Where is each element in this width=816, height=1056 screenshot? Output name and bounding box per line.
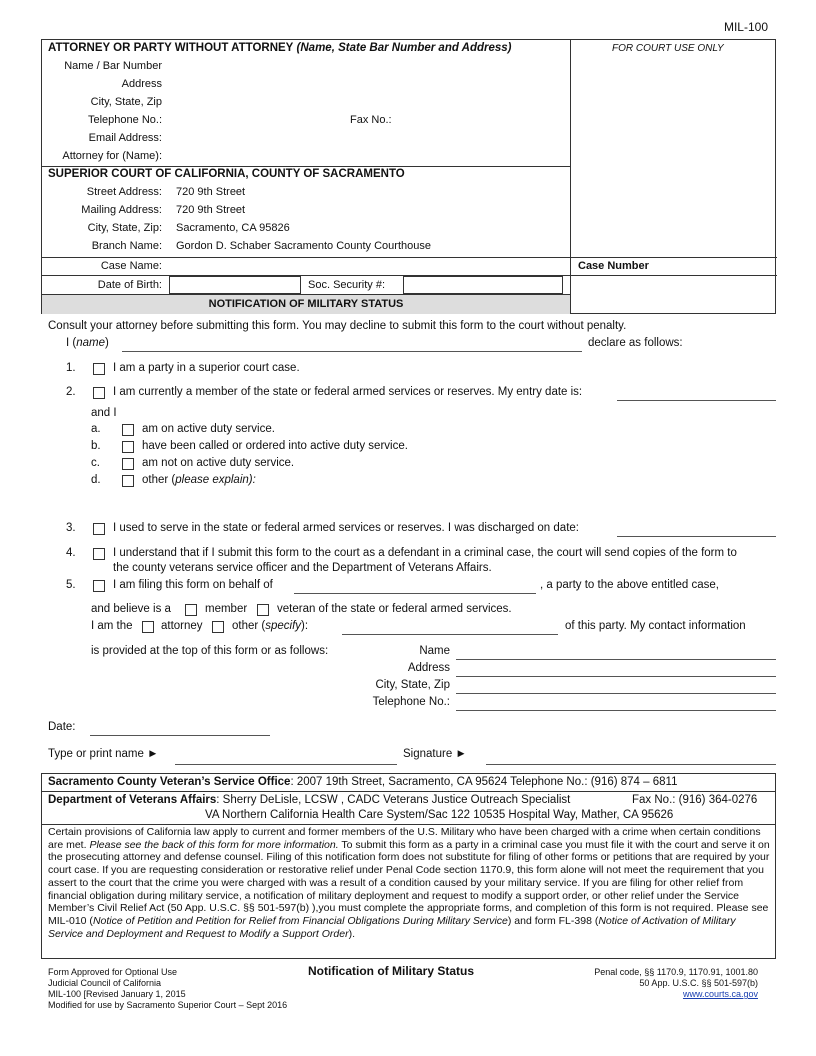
legal-notice: Certain provisions of California law apply to current and former members of the U.S. Military who have been charged with a crime when certain conditions are met. Please see the back of this form for more information. To submit this form as a party in a criminal case you must file it with the court and serve it on the prosecuting attorney and defense counsel. Filing of this notification form does not substitute for filing of other forms or petitions that are required by your court case. If you are requesting consideration or restorative relief under Penal Code section 1170.9, this form alone will not meet the requirement that you assert to the court that the crime you were charged with was a result of a condition caused by your military service. If you are filing for other relief from financial obligation during military service, a notification of military deployment and request to modify a support order, or other relief under the Service Member’s Civil Relief Act (50 App. U.S.C. §§ 501-597(b) ),you must complete the appropriate forms, and completion of this form is not required. Please see MIL-010 (Notice of Petition and Petition for Relief from Financial Obligations During Military Service) and form FL-398 (Notice of Activation of Military Service and Deployment and Request to Modify a Support Order).	[48, 826, 770, 940]
form-id: MIL-100	[723, 20, 768, 34]
item5-checkbox[interactable]	[93, 580, 105, 592]
entry-date-field[interactable]	[617, 400, 776, 401]
veteran-checkbox[interactable]	[257, 604, 269, 616]
court-city-value: Sacramento, CA 95826	[176, 222, 290, 234]
signature-field[interactable]	[486, 764, 776, 765]
dva-line: Department of Veterans Affairs: Sherry DeLisle, LCSW , CADC Veterans Justice Outreach Specialist	[48, 794, 571, 806]
court-city-label: City, State, Zip:	[87, 222, 162, 234]
form-title: NOTIFICATION OF MILITARY STATUS	[42, 294, 570, 314]
item1-checkbox[interactable]	[93, 363, 105, 375]
attorney-section-title: ATTORNEY OR PARTY WITHOUT ATTORNEY (Name, State Bar Number and Address)	[48, 42, 512, 54]
attorney-checkbox[interactable]	[142, 621, 154, 633]
ssn-label: Soc. Security #:	[308, 279, 386, 291]
footer-right: Penal code, §§ 1170.9, 1170.91, 1001.80 50 App. U.S.C. §§ 501-597(b) www.courts.ca.gov	[594, 967, 758, 999]
item4-text-1: I understand that if I submit this form to the court as a defendant in a criminal case, the court will send copies of the form to	[113, 547, 737, 559]
contact-city-field[interactable]	[456, 693, 776, 694]
item1-text: I am a party in a superior court case.	[113, 362, 300, 374]
contact-address-field[interactable]	[456, 676, 776, 677]
item2-text: I am currently a member of the state or federal armed services or reserves. My entry date is:	[113, 386, 583, 398]
declarant-line: I (name)	[66, 337, 109, 349]
date-field[interactable]	[90, 735, 270, 736]
item2d-checkbox[interactable]	[122, 475, 134, 487]
item2c-text: am not on active duty service.	[142, 457, 295, 469]
other-checkbox[interactable]	[212, 621, 224, 633]
item2b-checkbox[interactable]	[122, 441, 134, 453]
address-label: Address	[121, 78, 162, 90]
court-mailing-value: 720 9th Street	[176, 204, 246, 216]
ssn-field[interactable]	[403, 276, 563, 294]
type-name-label: Type or print name ►	[48, 748, 159, 760]
item2a-checkbox[interactable]	[122, 424, 134, 436]
court-title: SUPERIOR COURT OF CALIFORNIA, COUNTY OF SACRAMENTO	[48, 168, 405, 180]
case-name-label: Case Name:	[100, 260, 162, 272]
dva-fax: Fax No.: (916) 364-0276	[632, 794, 758, 806]
item2b-text: have been called or ordered into active duty service.	[142, 440, 408, 452]
vso-line: Sacramento County Veteran’s Service Office: 2007 19th Street, Sacramento, CA 95624 Telephone No.: (916) 874 – 6811	[48, 776, 678, 788]
court-street-value: 720 9th Street	[176, 186, 246, 198]
behalf-of-field[interactable]	[294, 593, 536, 594]
telephone-label: Telephone No.:	[88, 114, 162, 126]
signature-label: Signature ►	[403, 748, 467, 760]
email-label: Email Address:	[88, 132, 162, 144]
discharge-date-field[interactable]	[617, 536, 776, 537]
item3-text: I used to serve in the state or federal armed services or reserves. I was discharged on date:	[113, 522, 579, 534]
item4-checkbox[interactable]	[93, 548, 105, 560]
court-branch-label: Branch Name:	[91, 240, 162, 252]
declare-label: declare as follows:	[588, 337, 683, 349]
member-checkbox[interactable]	[185, 604, 197, 616]
caption-box	[41, 39, 776, 314]
fax-label: Fax No.:	[350, 114, 392, 126]
type-name-field[interactable]	[175, 764, 397, 765]
dva-address: VA Northern California Health Care System/Sac 122 10535 Hospital Way, Mather, CA 95626	[205, 809, 674, 821]
footer-title: Notification of Military Status	[308, 964, 475, 978]
item2-checkbox[interactable]	[93, 387, 105, 399]
court-street-label: Street Address:	[86, 186, 162, 198]
contact-telephone-field[interactable]	[456, 710, 776, 711]
item2d-text: other (please explain):	[142, 474, 256, 486]
item3-checkbox[interactable]	[93, 523, 105, 535]
date-label: Date:	[48, 721, 76, 733]
declarant-name-field[interactable]	[122, 351, 582, 352]
item5-text: I am filing this form on behalf of	[113, 579, 273, 591]
city-label: City, State, Zip	[90, 96, 162, 108]
contact-name-field[interactable]	[456, 659, 776, 660]
consult-notice: Consult your attorney before submitting this form. You may decline to submit this form to the court without penalty.	[48, 320, 627, 332]
item2c-checkbox[interactable]	[122, 458, 134, 470]
dob-field[interactable]	[169, 276, 301, 294]
footer-left: Form Approved for Optional Use Judicial Council of California MIL-100 [Revised January 1, 2015 Modified for use by Sacramento Superior Court – Sept 2016	[48, 967, 288, 1010]
attorney-for-label: Attorney for (Name):	[62, 150, 162, 162]
dob-label: Date of Birth:	[97, 279, 162, 291]
name-bar-label: Name / Bar Number	[64, 60, 162, 72]
other-specify-field[interactable]	[342, 634, 558, 635]
courts-link[interactable]: www.courts.ca.gov	[682, 989, 758, 999]
court-use-label: FOR COURT USE ONLY	[612, 43, 724, 54]
court-branch-value: Gordon D. Schaber Sacramento County Courthouse	[176, 240, 431, 252]
case-number-label: Case Number	[578, 260, 649, 272]
item4-text-2: the county veterans service officer and the Department of Veterans Affairs.	[113, 562, 492, 574]
court-mailing-label: Mailing Address:	[81, 204, 162, 216]
item2a-text: am on active duty service.	[142, 423, 275, 435]
veteran-resources-box	[41, 773, 776, 959]
